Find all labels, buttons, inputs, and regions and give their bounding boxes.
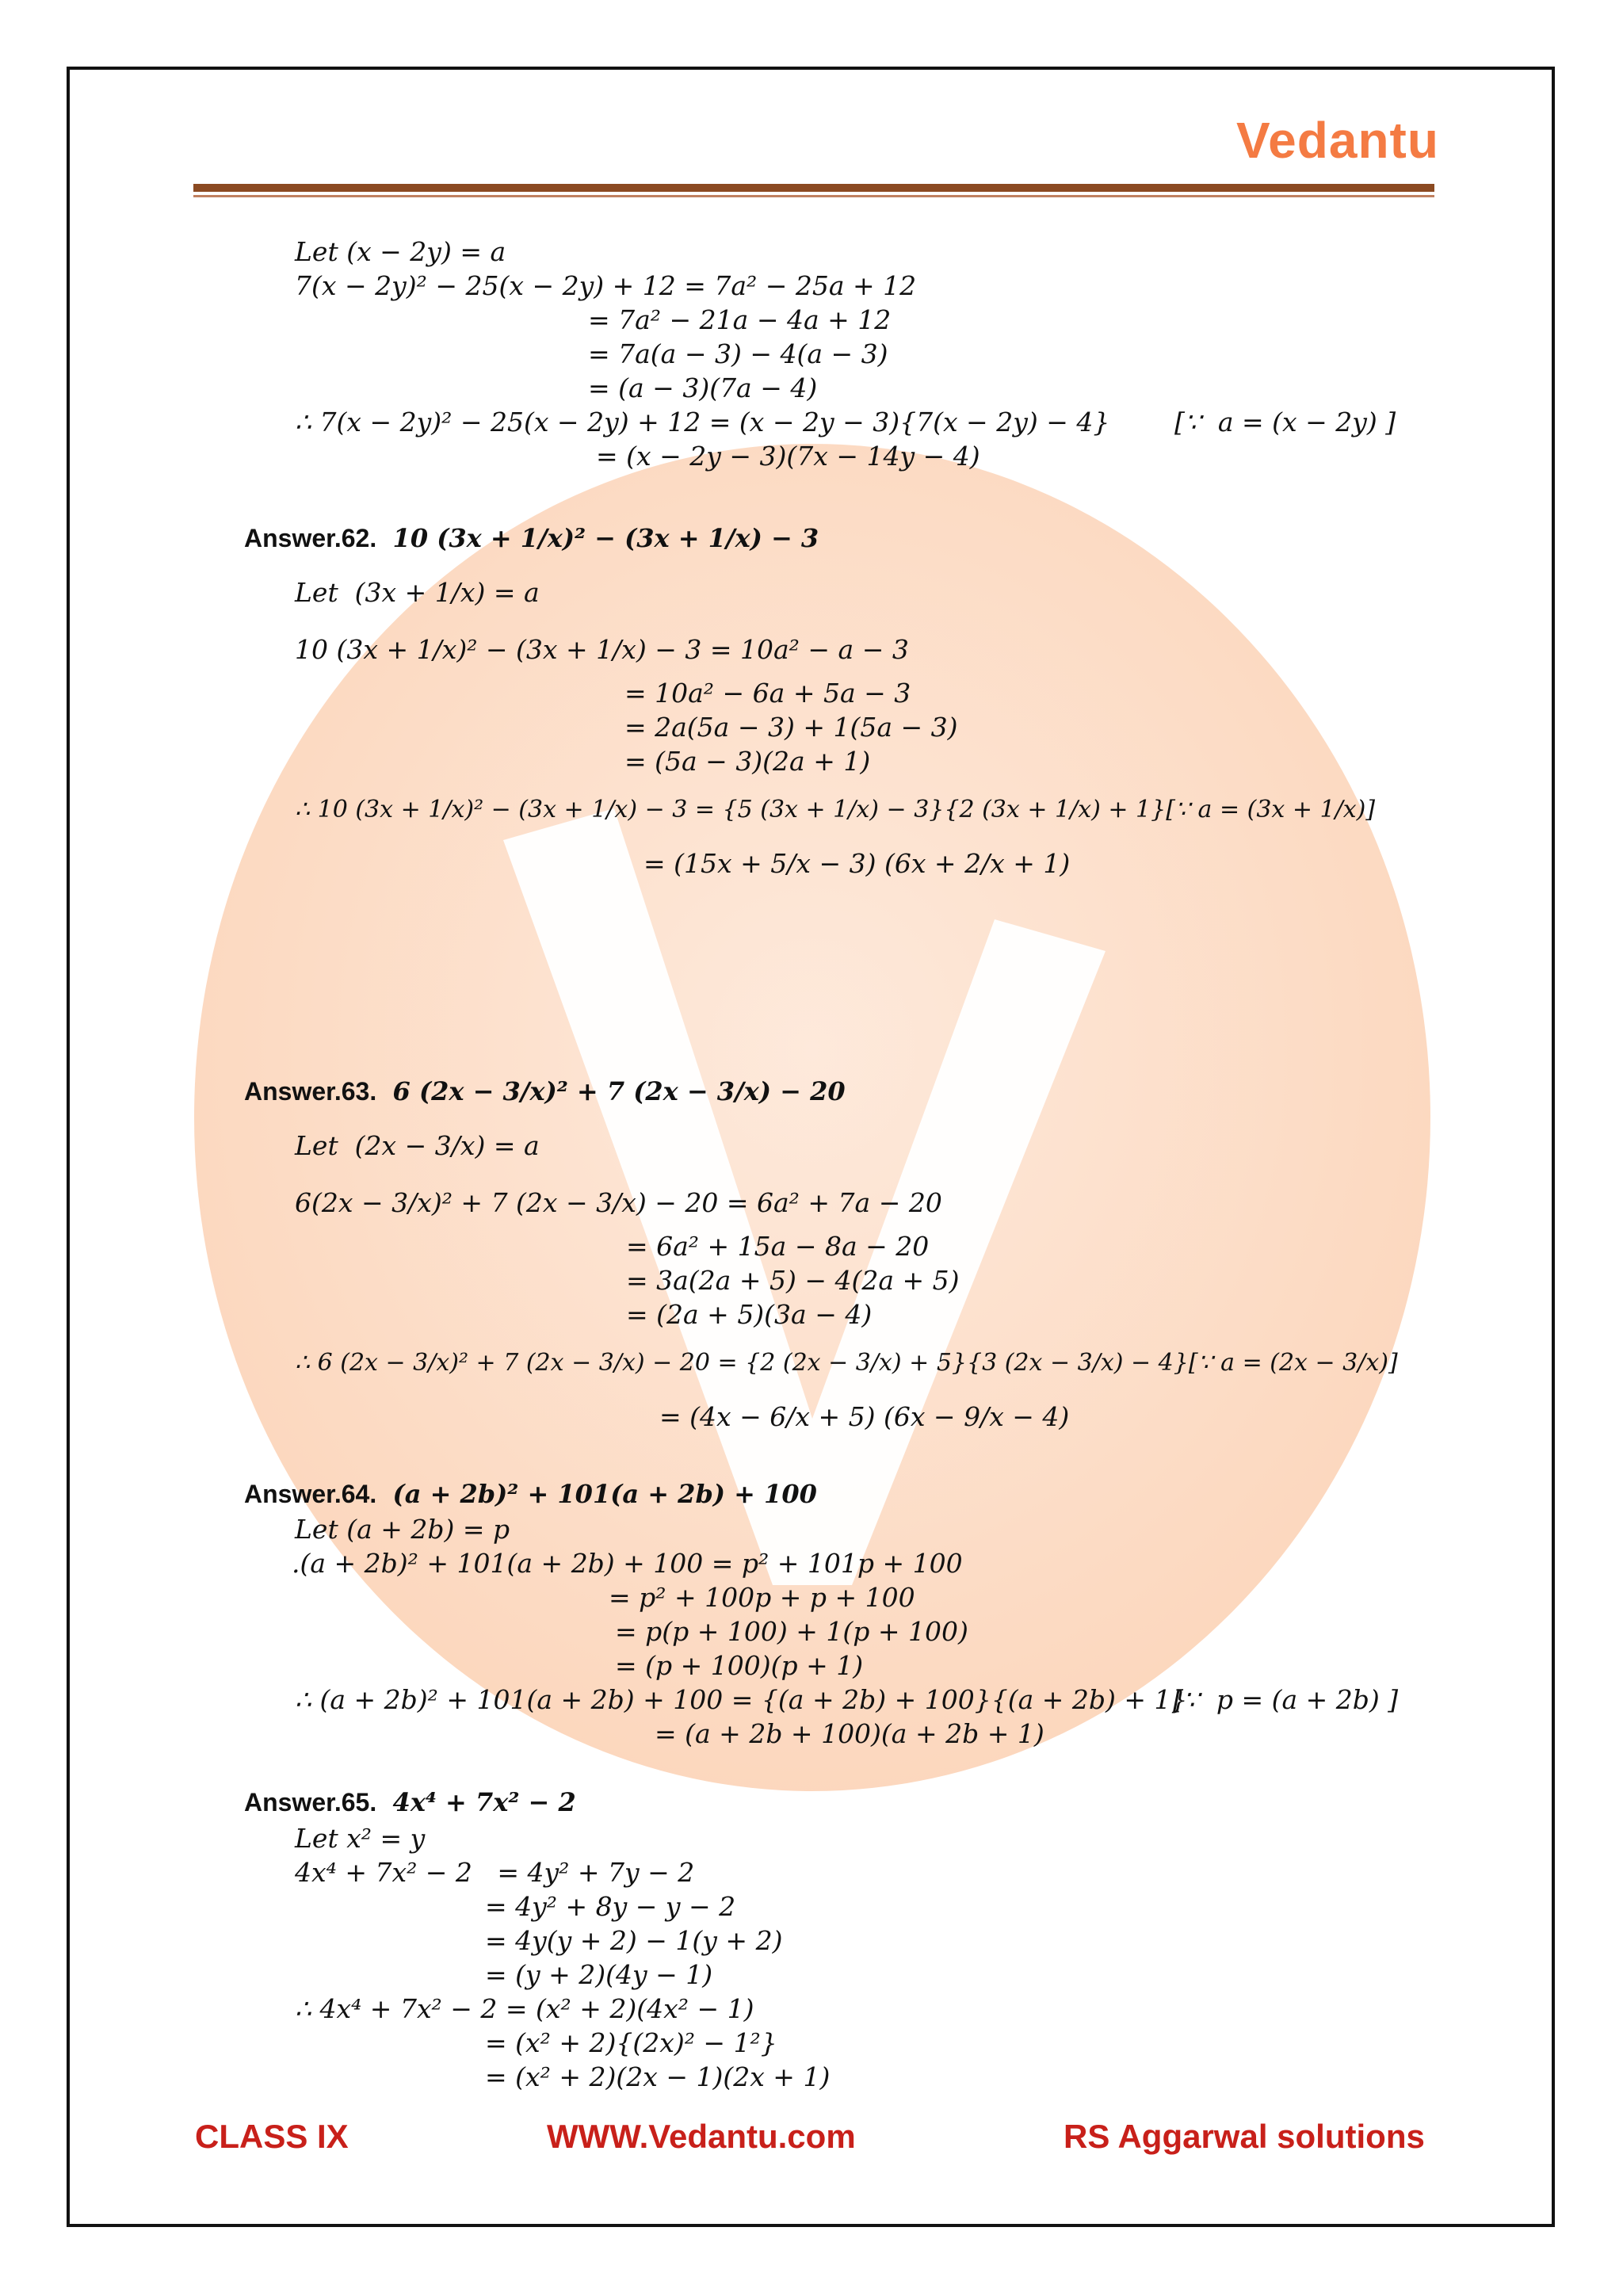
step-line: Let (a + 2b) = p bbox=[295, 1514, 510, 1545]
step-line: 4x⁴ + 7x² − 2 = 4y² + 7y − 2 bbox=[295, 1857, 695, 1888]
footer-book-title: RS Aggarwal solutions bbox=[1064, 2118, 1425, 2155]
step-line: Let x² = y bbox=[295, 1823, 426, 1854]
step-line: 7(x − 2y)² − 25(x − 2y) + 12 = 7a² − 25a + 12 bbox=[295, 270, 917, 301]
answer-65-heading: Answer.65. 4x⁴ + 7x² − 2 bbox=[244, 1787, 576, 1817]
step-line: Let (x − 2y) = a bbox=[295, 236, 506, 267]
step-line: ∴ 7(x − 2y)² − 25(x − 2y) + 12 = (x − 2y − 3){7(x − 2y) − 4} bbox=[295, 407, 1110, 437]
step-line: 6(2x − 3/x)² + 7 (2x − 3/x) − 20 = 6a² + 7a − 20 bbox=[295, 1187, 942, 1218]
step-line: = 4y(y + 2) − 1(y + 2) bbox=[485, 1925, 783, 1956]
step-line: = (a + 2b + 100)(a + 2b + 1) bbox=[655, 1718, 1044, 1749]
step-line: = 7a² − 21a − 4a + 12 bbox=[588, 304, 892, 335]
step-line: = p² + 100p + p + 100 bbox=[609, 1582, 915, 1613]
step-line: = p(p + 100) + 1(p + 100) bbox=[615, 1616, 968, 1647]
step-line: = 7a(a − 3) − 4(a − 3) bbox=[588, 338, 888, 369]
step-line: = (p + 100)(p + 1) bbox=[615, 1650, 864, 1681]
step-line: = 3a(2a + 5) − 4(2a + 5) bbox=[626, 1265, 960, 1296]
vedantu-logo: Vedantu bbox=[1236, 112, 1439, 169]
step-line: = 4y² + 8y − y − 2 bbox=[485, 1891, 736, 1922]
step-reason: [∵ p = (a + 2b) ] bbox=[1173, 1684, 1399, 1715]
footer-class: CLASS IX bbox=[195, 2118, 349, 2155]
step-line: = (2a + 5)(3a − 4) bbox=[626, 1299, 873, 1330]
answer-64-heading: Answer.64. (a + 2b)² + 101(a + 2b) + 100 bbox=[244, 1479, 817, 1509]
step-line: = (x − 2y − 3)(7x − 14y − 4) bbox=[596, 441, 980, 472]
step-line: ∴ 6 (2x − 3/x)² + 7 (2x − 3/x) − 20 = {2 (2x − 3/x) + 5}{3 (2x − 3/x) − 4}[∵ a = (2x − 3/x)] bbox=[295, 1349, 1398, 1377]
step-line: ∴ (a + 2b)² + 101(a + 2b) + 100 = {(a + 2b) + 100}{(a + 2b) + 1} bbox=[295, 1684, 1188, 1715]
step-line: = (15x + 5/x − 3) (6x + 2/x + 1) bbox=[643, 848, 1071, 879]
step-line: Let (2x − 3/x) = a bbox=[295, 1130, 540, 1161]
step-line: = (4x − 6/x + 5) (6x − 9/x − 4) bbox=[659, 1401, 1070, 1432]
step-line: ∴ 10 (3x + 1/x)² − (3x + 1/x) − 3 = {5 (3x + 1/x) − 3}{2 (3x + 1/x) + 1}[∵ a = (3x + 1/x)] bbox=[295, 796, 1376, 823]
step-reason: [∵ a = (x − 2y) ] bbox=[1174, 407, 1396, 437]
step-line: 10 (3x + 1/x)² − (3x + 1/x) − 3 = 10a² − a − 3 bbox=[295, 634, 909, 665]
answer-62-heading: Answer.62. 10 (3x + 1/x)² − (3x + 1/x) − 3 bbox=[244, 523, 819, 553]
answer-63-heading: Answer.63. 6 (2x − 3/x)² + 7 (2x − 3/x) − 20 bbox=[244, 1076, 846, 1106]
step-line: = (x² + 2)(2x − 1)(2x + 1) bbox=[485, 2061, 831, 2092]
footer-website-link[interactable]: WWW.Vedantu.com bbox=[547, 2118, 856, 2155]
step-line: = 10a² − 6a + 5a − 3 bbox=[624, 678, 911, 709]
step-line: Let (3x + 1/x) = a bbox=[295, 577, 540, 608]
step-line: = (y + 2)(4y − 1) bbox=[485, 1959, 713, 1990]
step-line: = 2a(5a − 3) + 1(5a − 3) bbox=[624, 712, 958, 743]
step-line: = (a − 3)(7a − 4) bbox=[588, 372, 818, 403]
step-line: = 6a² + 15a − 8a − 20 bbox=[626, 1231, 930, 1262]
step-line: ∴ 4x⁴ + 7x² − 2 = (x² + 2)(4x² − 1) bbox=[295, 1993, 754, 2024]
step-line: .(a + 2b)² + 101(a + 2b) + 100 = p² + 101p + 100 bbox=[292, 1548, 963, 1579]
step-line: = (5a − 3)(2a + 1) bbox=[624, 746, 871, 777]
step-line: = (x² + 2){(2x)² − 1²} bbox=[485, 2027, 777, 2058]
